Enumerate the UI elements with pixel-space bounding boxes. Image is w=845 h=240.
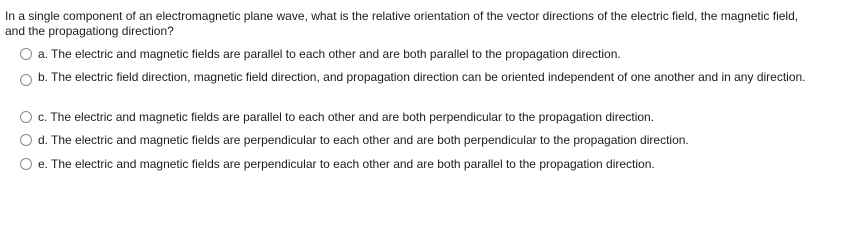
radio-button-d[interactable] xyxy=(20,134,32,146)
radio-button-e[interactable] xyxy=(20,158,32,170)
option-e-letter: e. xyxy=(38,157,49,171)
option-c-letter: c. xyxy=(38,110,48,124)
option-d[interactable] xyxy=(20,133,689,147)
option-d-label[interactable] xyxy=(38,133,689,147)
option-b-label[interactable] xyxy=(38,70,838,84)
radio-button-b[interactable] xyxy=(20,74,32,86)
option-a-label[interactable] xyxy=(38,47,621,61)
option-c[interactable] xyxy=(20,110,654,124)
option-b-text: The electric field direction, magnetic field direction, and propagation direction can be oriented independent of one another and in any direction. xyxy=(51,70,806,84)
option-c-label[interactable] xyxy=(38,110,654,124)
option-a[interactable] xyxy=(20,47,621,61)
option-b[interactable] xyxy=(20,70,838,86)
radio-button-a[interactable] xyxy=(20,48,32,60)
option-e-text: The electric and magnetic fields are perpendicular to each other and are both parallel to the propagation direction. xyxy=(51,157,655,171)
option-a-letter: a. xyxy=(38,47,49,61)
option-d-letter: d. xyxy=(38,133,49,147)
option-d-text: The electric and magnetic fields are perpendicular to each other and are both perpendicular to the propagation direction. xyxy=(51,133,689,147)
question-text: In a single component of an electromagnetic plane wave, what is the relative orientation of the vector directions of the electric field, the magnetic field, and the propagationg direction? xyxy=(5,9,799,38)
option-e-label[interactable] xyxy=(38,157,655,171)
option-b-letter: b. xyxy=(38,70,49,84)
radio-button-c[interactable] xyxy=(20,111,32,123)
option-c-text: The electric and magnetic fields are parallel to each other and are both perpendicular to the propagation direction. xyxy=(50,110,655,124)
option-e[interactable] xyxy=(20,157,655,171)
option-a-text: The electric and magnetic fields are parallel to each other and are both parallel to the propagation direction. xyxy=(51,47,621,61)
